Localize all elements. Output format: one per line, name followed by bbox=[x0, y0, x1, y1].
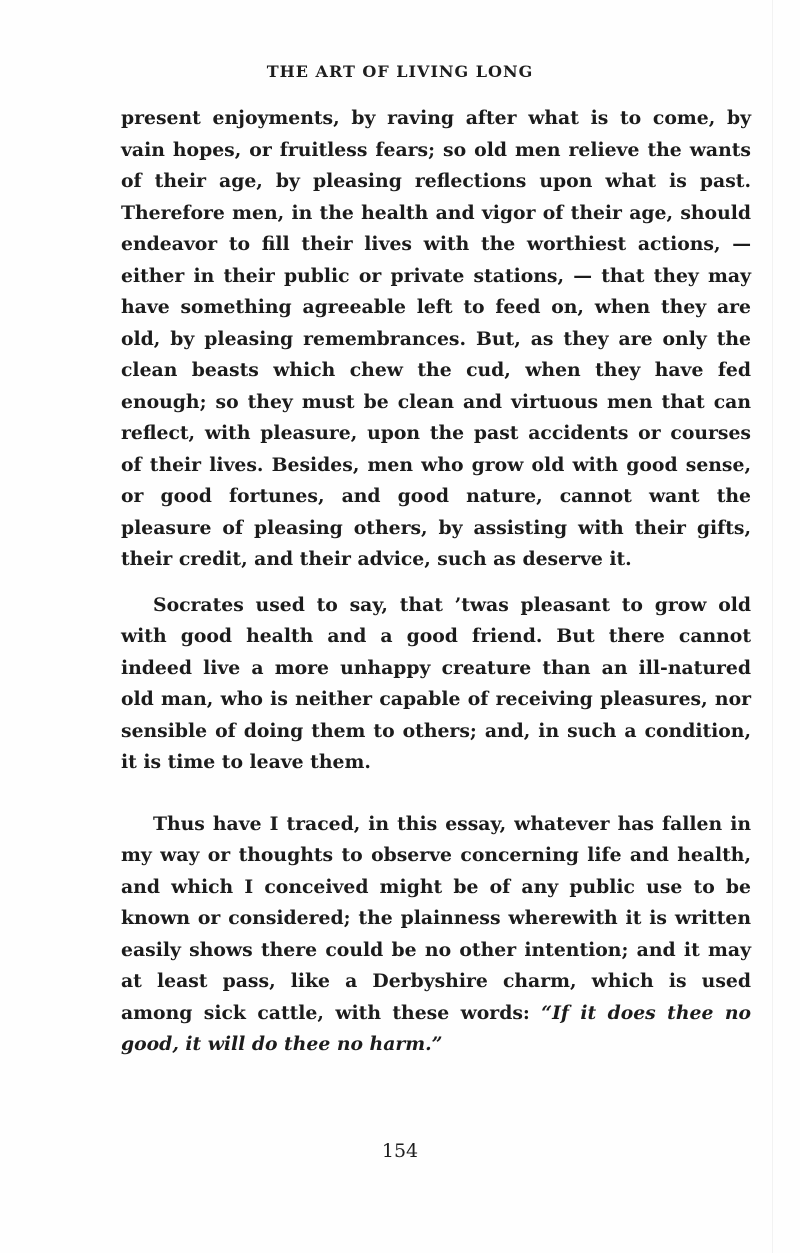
body-text bbox=[121, 103, 751, 1061]
paragraph-conclusion-text: Thus have I traced, in this essay, whatever has fallen in my way or thoughts to observe concerning life and health, and which I conceived might be of any public use to be known or considered; the plainness wherewith it is written easily shows there could be no other intention; and it may at least pass, like a Derbyshire charm, which is used among sick cattle, with these words: bbox=[121, 812, 751, 1024]
paragraph-continued: present enjoyments, by raving after what is to come, by vain hopes, or fruitless fears; so old men relieve the wants of their age, by pleasing reflections upon what is past. Therefore men, in the health and vigor of their age, should endeavor to fill their lives with the worthiest actions, — either in their public or private stations, — that they may have something agreeable left to feed on, when they are old, by pleasing remembrances. But, as they are only the clean beasts which chew the cud, when they have fed enough; so they must be clean and virtuous men that can reflect, with pleasure, upon the past accidents or courses of their lives. Besides, men who grow old with good sense, or good fortunes, and good nature, cannot want the pleasure of pleasing others, by assisting with their gifts, their credit, and their advice, such as deserve it. bbox=[121, 107, 751, 570]
paragraph-conclusion bbox=[121, 809, 751, 1061]
page-edge-shadow bbox=[772, 0, 773, 1253]
running-head: THE ART OF LIVING LONG bbox=[266, 62, 534, 81]
page-number: 154 bbox=[381, 1140, 419, 1162]
closing-quote: “If it does thee no good, it will do thee no harm.” bbox=[121, 1001, 751, 1055]
paragraph-socrates: Socrates used to say, that ’twas pleasant to grow old with good health and a good friend. But there cannot indeed live a more unhappy creature than an ill-natured old man, who is neither capable of receiving pleasures, nor sensible of doing them to others; and, in such a condition, it is time to leave them. bbox=[121, 593, 751, 773]
